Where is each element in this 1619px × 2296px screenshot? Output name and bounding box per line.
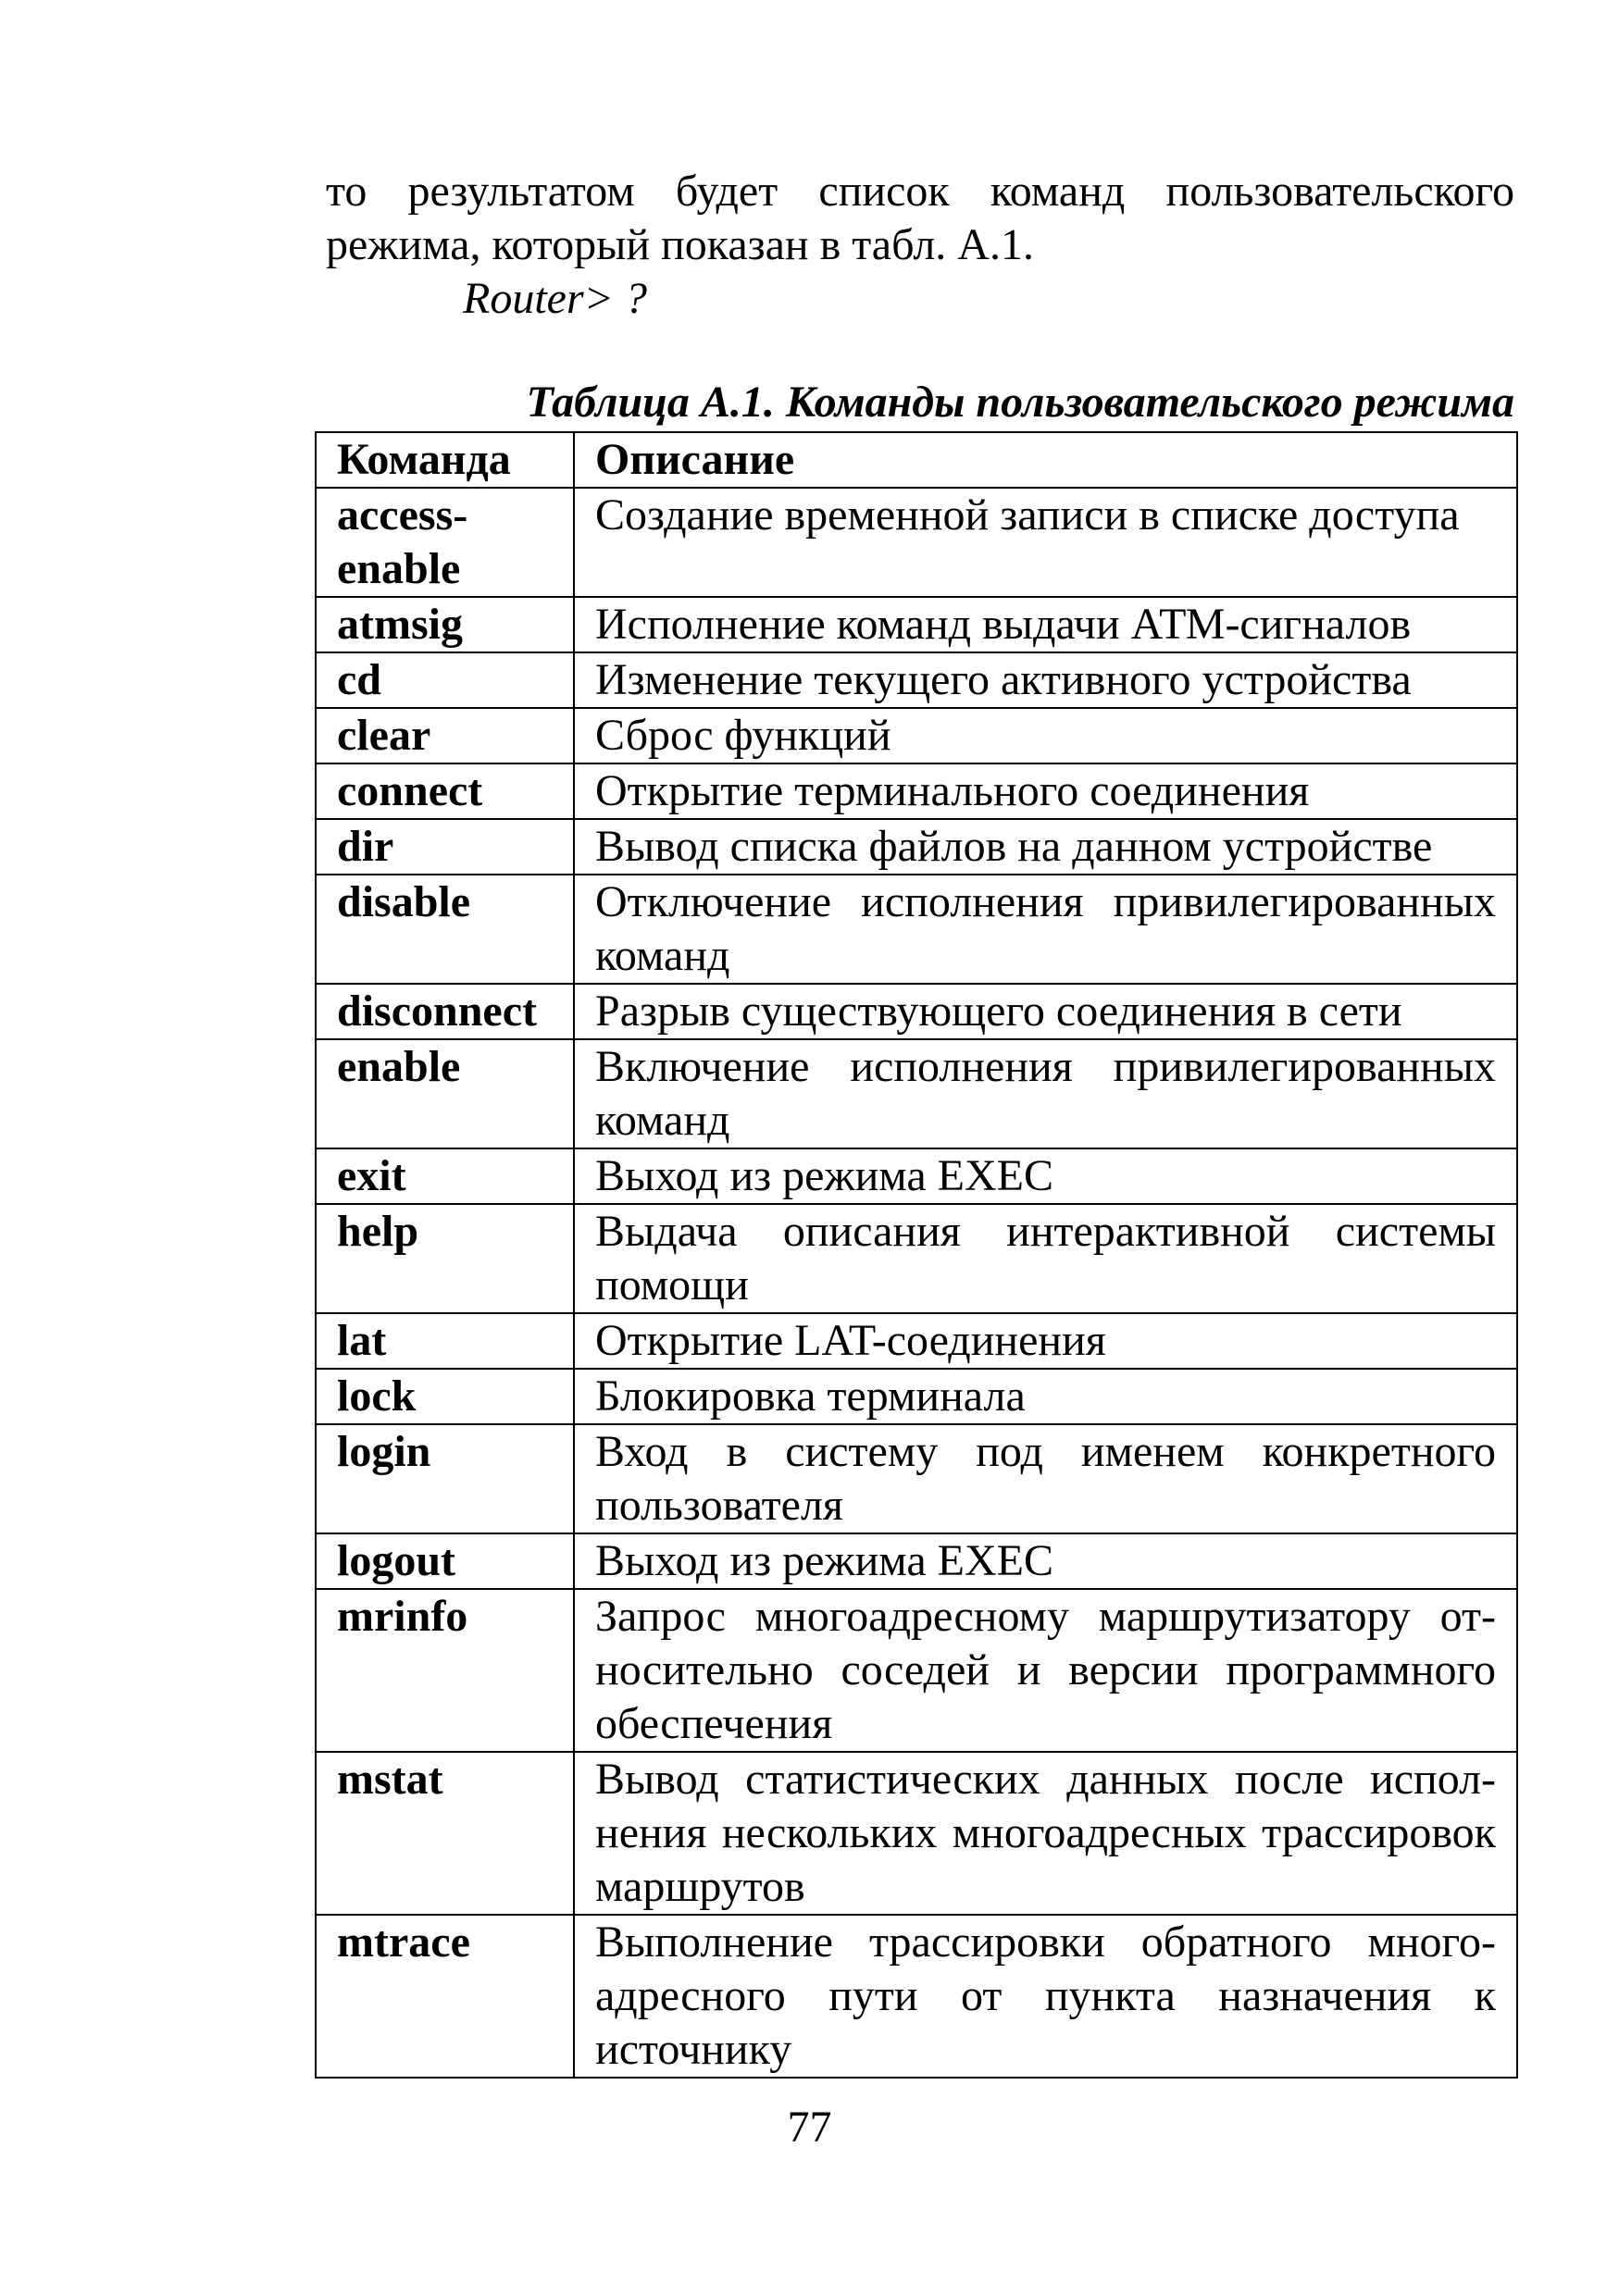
table-row [316,488,1517,597]
command-cell: mrinfo [316,1589,574,1752]
description-cell: Вывод статистических данных после исполнения нескольких многоадресных трассировок маршрутов [574,1752,1517,1915]
description-cell: Отключение исполнения привилегированных команд [574,875,1517,984]
table-row [316,1039,1517,1148]
table-row [316,984,1517,1039]
command-cell: atmsig [316,597,574,652]
commands-table-body [316,432,1517,2078]
commands-table [315,431,1518,2079]
intro-paragraph [326,165,1514,272]
table-row [316,1204,1517,1313]
command-cell: dir [316,819,574,875]
command-cell: cd [316,652,574,708]
command-cell: logout [316,1533,574,1589]
table-caption: Таблица А.1. Команды пользовательского режима [526,378,1514,427]
command-cell: mtrace [316,1915,574,2078]
description-cell: Сброс функций [574,708,1517,763]
description-cell: Создание временной записи в списке доступа [574,488,1517,597]
description-cell: Выход из режима EXEC [574,1533,1517,1589]
table-row [316,597,1517,652]
table-header-row [316,432,1517,488]
description-cell: Блокировка терминала [574,1369,1517,1424]
table-row [316,1589,1517,1752]
table-row [316,652,1517,708]
description-cell: Разрыв существующего соединения в сети [574,984,1517,1039]
command-cell: disable [316,875,574,984]
command-cell: disconnect [316,984,574,1039]
description-cell: Выдача описания интерактивной системы помощи [574,1204,1517,1313]
description-cell: Изменение текущего активного устройства [574,652,1517,708]
command-cell: login [316,1424,574,1533]
description-cell: Открытие LAT-соединения [574,1313,1517,1369]
command-cell: mstat [316,1752,574,1915]
table-row [316,1533,1517,1589]
page-number: 77 [787,2103,832,2152]
description-cell: Вход в систему под именем конкретного пользователя [574,1424,1517,1533]
command-example: Router> ? [463,274,648,323]
intro-line-1: то результатом будет список команд пользовательского [326,167,1514,216]
table-row [316,819,1517,875]
table-row [316,1424,1517,1533]
description-cell: Исполнение команд выдачи АТМ-сигналов [574,597,1517,652]
command-cell: access- enable [316,488,574,597]
command-cell: enable [316,1039,574,1148]
table-row [316,1148,1517,1204]
header-command: Команда [316,432,574,488]
table-row [316,1369,1517,1424]
command-cell: connect [316,763,574,819]
header-description: Описание [574,432,1517,488]
description-cell: Вывод списка файлов на данном устройстве [574,819,1517,875]
table-row [316,1915,1517,2078]
table-row [316,1752,1517,1915]
command-cell: help [316,1204,574,1313]
description-cell: Включение исполнения привилегированных команд [574,1039,1517,1148]
description-cell: Открытие терминального соединения [574,763,1517,819]
table-row [316,1313,1517,1369]
command-cell: clear [316,708,574,763]
table-row [316,875,1517,984]
description-cell: Выход из режима EXEC [574,1148,1517,1204]
description-cell: Выполнение трассировки обратного многоадресного пути от пункта назначения к источнику [574,1915,1517,2078]
command-cell: lat [316,1313,574,1369]
intro-line-2: режима, который показан в табл. А.1. [326,220,1034,269]
description-cell: Запрос многоадресному маршрутизатору относительно соседей и версии программного обеспечения [574,1589,1517,1752]
command-cell: exit [316,1148,574,1204]
command-cell: lock [316,1369,574,1424]
table-row [316,708,1517,763]
table-row [316,763,1517,819]
